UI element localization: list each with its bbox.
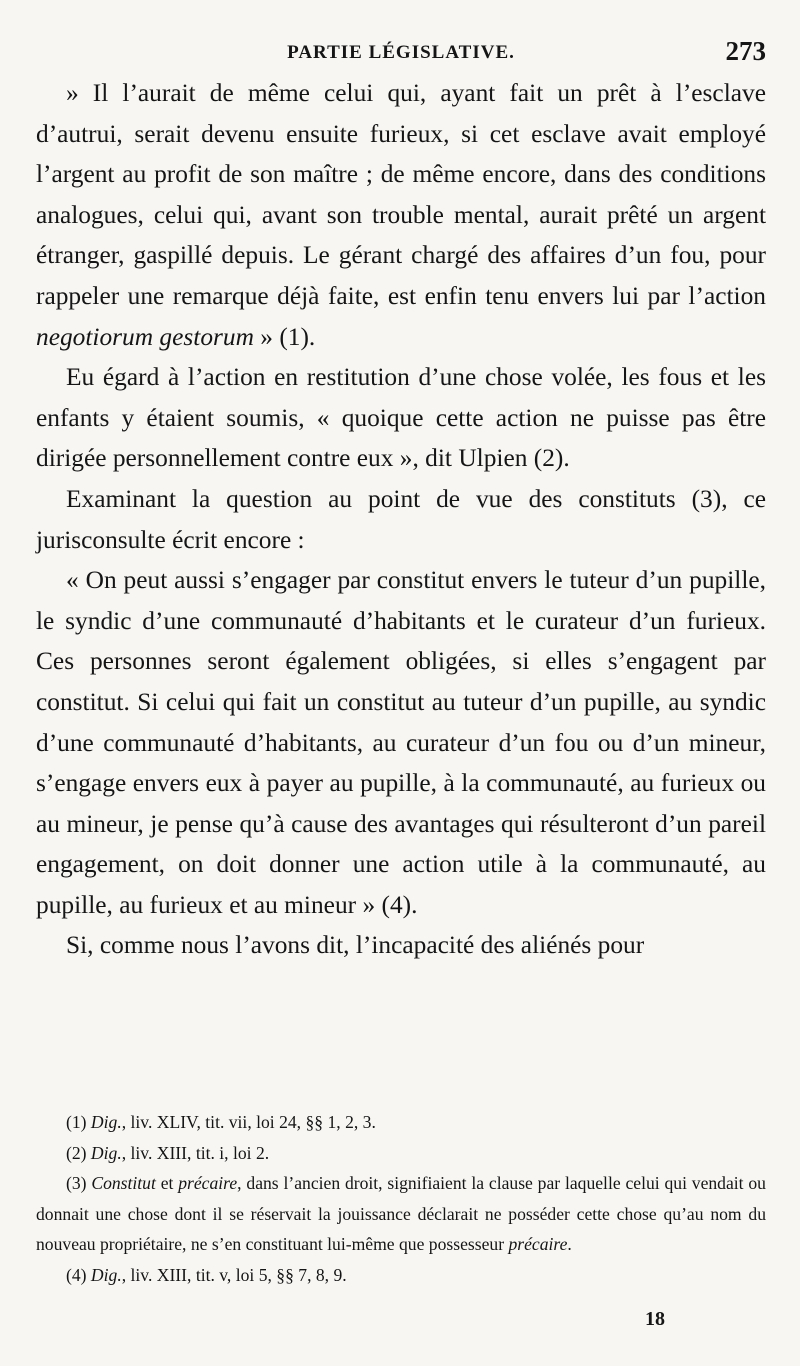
text-segment: » Il l’aurait de même celui qui, ayant fait un prêt à l’esclave d’autrui, serait devenu ensuite furieux, si cet esclave avait employé l’argent au profit de son maître ; de même encore, dans des conditions analogues, celui qui, avant son trouble mental, aurait prêté un argent étranger, gaspillé depuis. Le gérant chargé des affaires d’un fou, pour rappeler une remarque déjà faite, est enfin tenu envers lui par l’action xyxy=(36,79,766,310)
text-segment: , liv. XIII, tit. v, loi 5, §§ 7, 8, 9. xyxy=(121,1264,347,1285)
footnote xyxy=(36,1138,766,1169)
quoted-paragraph xyxy=(36,560,766,925)
footnote xyxy=(36,1107,766,1138)
page-header xyxy=(36,36,766,76)
footnote xyxy=(36,1260,766,1291)
footnote xyxy=(36,1168,766,1260)
italic-segment: précaire xyxy=(178,1173,238,1193)
signature-mark: 18 xyxy=(645,1308,665,1330)
page-number: 273 xyxy=(725,36,766,66)
text-segment: Si, comme nous l’avons dit, l’incapacité des aliénés pour xyxy=(66,931,645,960)
text-segment: (3) xyxy=(66,1173,92,1193)
text-segment: » (1). xyxy=(253,322,316,351)
text-segment: et xyxy=(155,1173,179,1193)
italic-segment: précaire xyxy=(508,1234,568,1254)
italic-segment: Dig. xyxy=(90,1264,122,1285)
italic-segment: negotiorum gestorum xyxy=(36,322,254,351)
paragraph xyxy=(36,73,766,357)
body-text xyxy=(36,73,766,966)
text-segment: (1) xyxy=(66,1112,91,1132)
text-segment: Examinant la question au point de vue des constituts (3), ce jurisconsulte écrit encore : xyxy=(36,484,766,554)
text-segment: , liv. XIII, tit. i, loi 2. xyxy=(121,1142,270,1163)
italic-segment: Constitut xyxy=(91,1173,156,1193)
running-head: PARTIE LÉGISLATIVE. xyxy=(287,42,515,63)
text-segment: , liv. XLIV, tit. vii, loi 24, §§ 1, 2, 3. xyxy=(121,1112,376,1132)
paragraph xyxy=(36,925,766,966)
italic-segment: Dig. xyxy=(90,1112,122,1132)
text-segment: , dans l’ancien droit, signifiaient la clause par laquelle celui qui vendait ou donnait une chose dont il se réservait la jouissance déclarait ne posséder cette chose qu’au nom du nouveau propriétaire, ne s’en constituant lui-même que possesseur xyxy=(36,1173,766,1254)
italic-segment: Dig. xyxy=(90,1142,122,1163)
paragraph xyxy=(36,479,766,560)
text-segment: « On peut aussi s’engager par constitut envers le tuteur d’un pupille, le syndic d’une communauté d’habitants et le curateur d’un furieux. Ces personnes seront également obligées, si elles s’engagent par constitut. Si celui qui fait un constitut au tuteur d’un pupille, au syndic d’une communauté d’habitants, au curateur d’un fou ou d’un mineur, s’engage envers eux à payer au pupille, à la communauté, au furieux ou au mineur, je pense qu’à cause des avantages qui résulteront d’un pareil engagement, on doit donner une action utile à la communauté, au pupille, au furieux et au mineur » (4). xyxy=(36,566,766,919)
text-segment: (4) xyxy=(66,1264,91,1285)
text-segment: . xyxy=(567,1234,572,1254)
text-segment: (2) xyxy=(66,1142,91,1163)
footnotes xyxy=(36,1107,766,1290)
paragraph xyxy=(36,357,766,479)
text-segment: Eu égard à l’action en restitution d’une chose volée, les fous et les enfants y étaient soumis, « quoique cette action ne puisse pas être dirigée personnellement contre eux », dit Ulpien (2). xyxy=(36,363,766,473)
